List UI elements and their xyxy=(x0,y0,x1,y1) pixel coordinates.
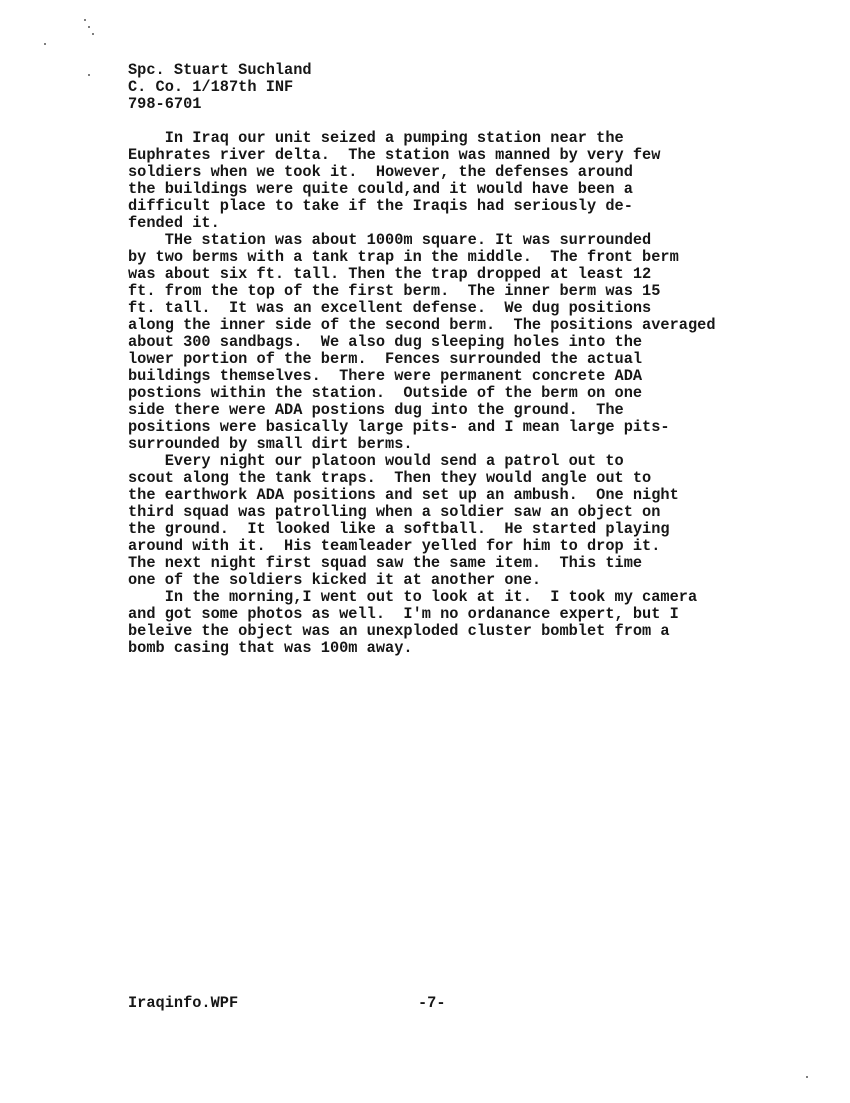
body-line: along the inner side of the second berm. The positions averaged xyxy=(128,316,716,334)
footer-filename: Iraqinfo.WPF xyxy=(128,994,239,1012)
body-line: Euphrates river delta. The station was manned by very few xyxy=(128,146,661,164)
body-line: postions within the station. Outside of the berm on one xyxy=(128,384,643,402)
body-line: side there were ADA postions dug into the ground. The xyxy=(128,401,624,419)
body-line: one of the soldiers kicked it at another one. xyxy=(128,571,542,589)
body-line: The next night first squad saw the same item. This time xyxy=(128,554,643,572)
body-line: In Iraq our unit seized a pumping station near the xyxy=(128,129,624,147)
body-line: by two berms with a tank trap in the middle. The front berm xyxy=(128,248,679,266)
body-line: positions were basically large pits- and I mean large pits- xyxy=(128,418,670,436)
body-line: beleive the object was an unexploded cluster bomblet from a xyxy=(128,622,670,640)
scan-speck xyxy=(44,43,46,45)
body-line: Every night our platoon would send a patrol out to xyxy=(128,452,624,470)
body-line: soldiers when we took it. However, the defenses around xyxy=(128,163,633,181)
body-line: ft. from the top of the first berm. The inner berm was 15 xyxy=(128,282,661,300)
scan-speck xyxy=(88,74,90,76)
body-line: ft. tall. It was an excellent defense. We dug positions xyxy=(128,299,652,317)
body-line: surrounded by small dirt berms. xyxy=(128,435,413,453)
body-line: scout along the tank traps. Then they would angle out to xyxy=(128,469,652,487)
body-line: THe station was about 1000m square. It was surrounded xyxy=(128,231,652,249)
body-line: bomb casing that was 100m away. xyxy=(128,639,413,657)
body-line: about 300 sandbags. We also dug sleeping holes into the xyxy=(128,333,643,351)
scan-speck xyxy=(92,33,94,35)
body-line: fended it. xyxy=(128,214,220,232)
author-unit: C. Co. 1/187th INF xyxy=(128,78,294,96)
scan-speck xyxy=(806,1076,808,1078)
body-line: In the morning,I went out to look at it. I took my camera xyxy=(128,588,698,606)
scan-speck xyxy=(84,19,86,21)
body-line: and got some photos as well. I'm no ordanance expert, but I xyxy=(128,605,679,623)
body-line: around with it. His teamleader yelled for him to drop it. xyxy=(128,537,661,555)
body-line: was about six ft. tall. Then the trap dropped at least 12 xyxy=(128,265,652,283)
body-line: difficult place to take if the Iraqis had seriously de- xyxy=(128,197,633,215)
body-line: third squad was patrolling when a soldier saw an object on xyxy=(128,503,661,521)
footer-page-number: -7- xyxy=(418,994,446,1012)
body-line: buildings themselves. There were permanent concrete ADA xyxy=(128,367,643,385)
author-phone: 798-6701 xyxy=(128,95,202,113)
body-line: the earthwork ADA positions and set up an ambush. One night xyxy=(128,486,679,504)
body-line: the ground. It looked like a softball. He started playing xyxy=(128,520,670,538)
body-line: lower portion of the berm. Fences surrounded the actual xyxy=(128,350,643,368)
author-name: Spc. Stuart Suchland xyxy=(128,61,312,79)
body-line: the buildings were quite could,and it would have been a xyxy=(128,180,633,198)
scan-speck xyxy=(88,26,90,28)
